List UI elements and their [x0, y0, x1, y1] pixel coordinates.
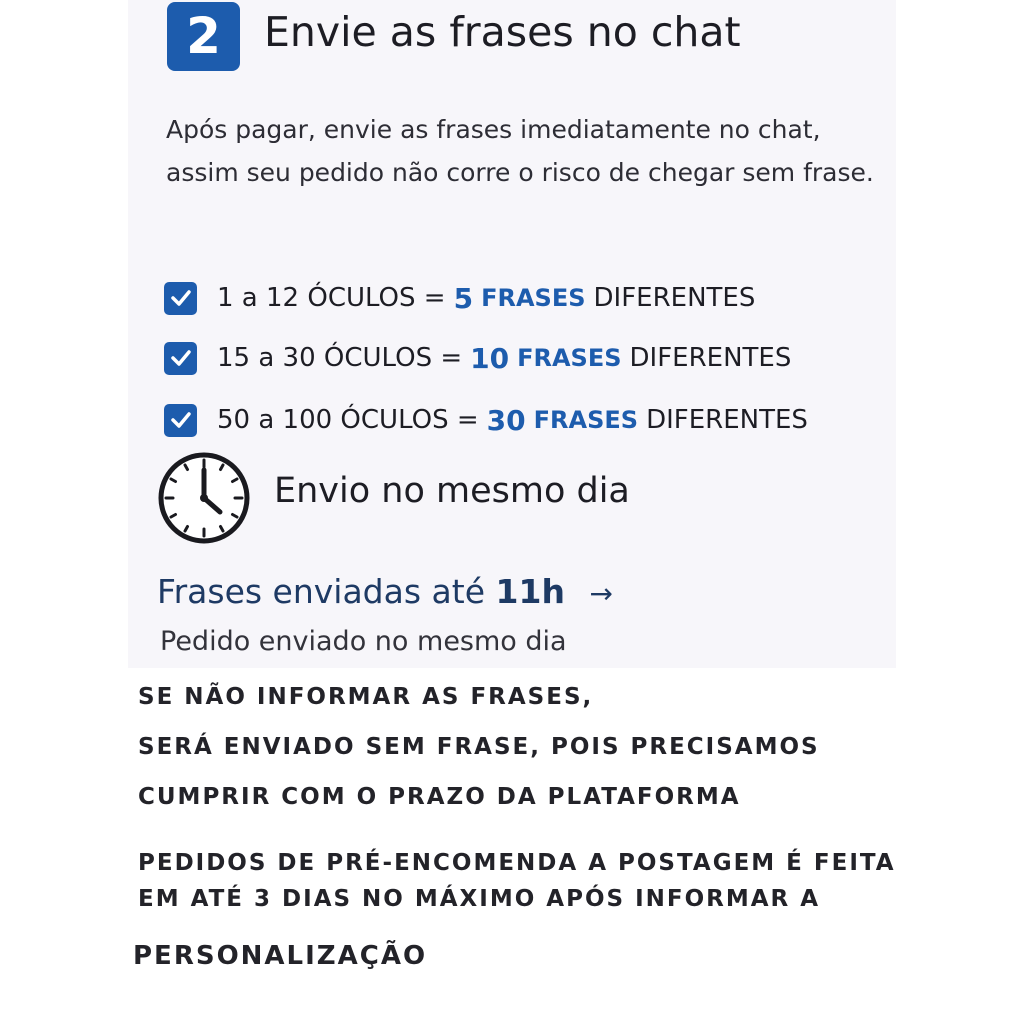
cutoff-line [157, 572, 613, 611]
checklist-count: 30 [486, 403, 526, 437]
checkbox-checked-icon [164, 404, 197, 437]
step-title: Envie as frases no chat [264, 8, 741, 56]
warning-line: CUMPRIR COM O PRAZO DA PLATAFORMA [138, 784, 741, 810]
checklist-frases-word: FRASES [533, 406, 639, 434]
warning-line: SERÁ ENVIADO SEM FRASE, POIS PRECISAMOS [138, 734, 820, 760]
checklist-prefix: 15 a 30 ÓCULOS = [217, 343, 463, 373]
checklist-prefix: 50 a 100 ÓCULOS = [217, 405, 479, 435]
shipping-subtitle: Pedido enviado no mesmo dia [160, 626, 567, 657]
checklist-suffix: DIFERENTES [629, 343, 792, 373]
preorder-line: PERSONALIZAÇÃO [133, 941, 428, 971]
checklist-frases-word: FRASES [481, 284, 586, 312]
arrow-right-icon: → [589, 577, 613, 610]
shipping-title: Envio no mesmo dia [274, 471, 630, 511]
checkbox-checked-icon [164, 342, 197, 375]
warning-line: SE NÃO INFORMAR AS FRASES, [138, 684, 594, 710]
checklist-prefix: 1 a 12 ÓCULOS = [217, 283, 446, 313]
preorder-line: EM ATÉ 3 DIAS NO MÁXIMO APÓS INFORMAR A [138, 886, 821, 912]
checklist-frases-word: FRASES [517, 344, 622, 372]
checkbox-checked-icon [164, 282, 197, 315]
checklist-suffix: DIFERENTES [593, 283, 756, 313]
checklist-count: 10 [470, 341, 510, 375]
preorder-line: PEDIDOS DE PRÉ-ENCOMENDA A POSTAGEM É FEITA [138, 850, 896, 876]
step-number-badge: 2 [167, 2, 240, 71]
checklist-item [164, 400, 808, 440]
checklist-item [164, 338, 791, 378]
checklist-count: 5 [453, 281, 474, 315]
info-panel [128, 0, 896, 668]
checklist-item [164, 278, 755, 318]
cutoff-time: 11h [495, 572, 565, 611]
intro-text: Após pagar, envie as frases imediatamente no chat, assim seu pedido não corre o risco de chegar sem frase. [166, 115, 874, 187]
cutoff-prefix: Frases enviadas até [157, 572, 486, 611]
clock-icon [156, 450, 252, 546]
checklist-suffix: DIFERENTES [646, 405, 808, 435]
